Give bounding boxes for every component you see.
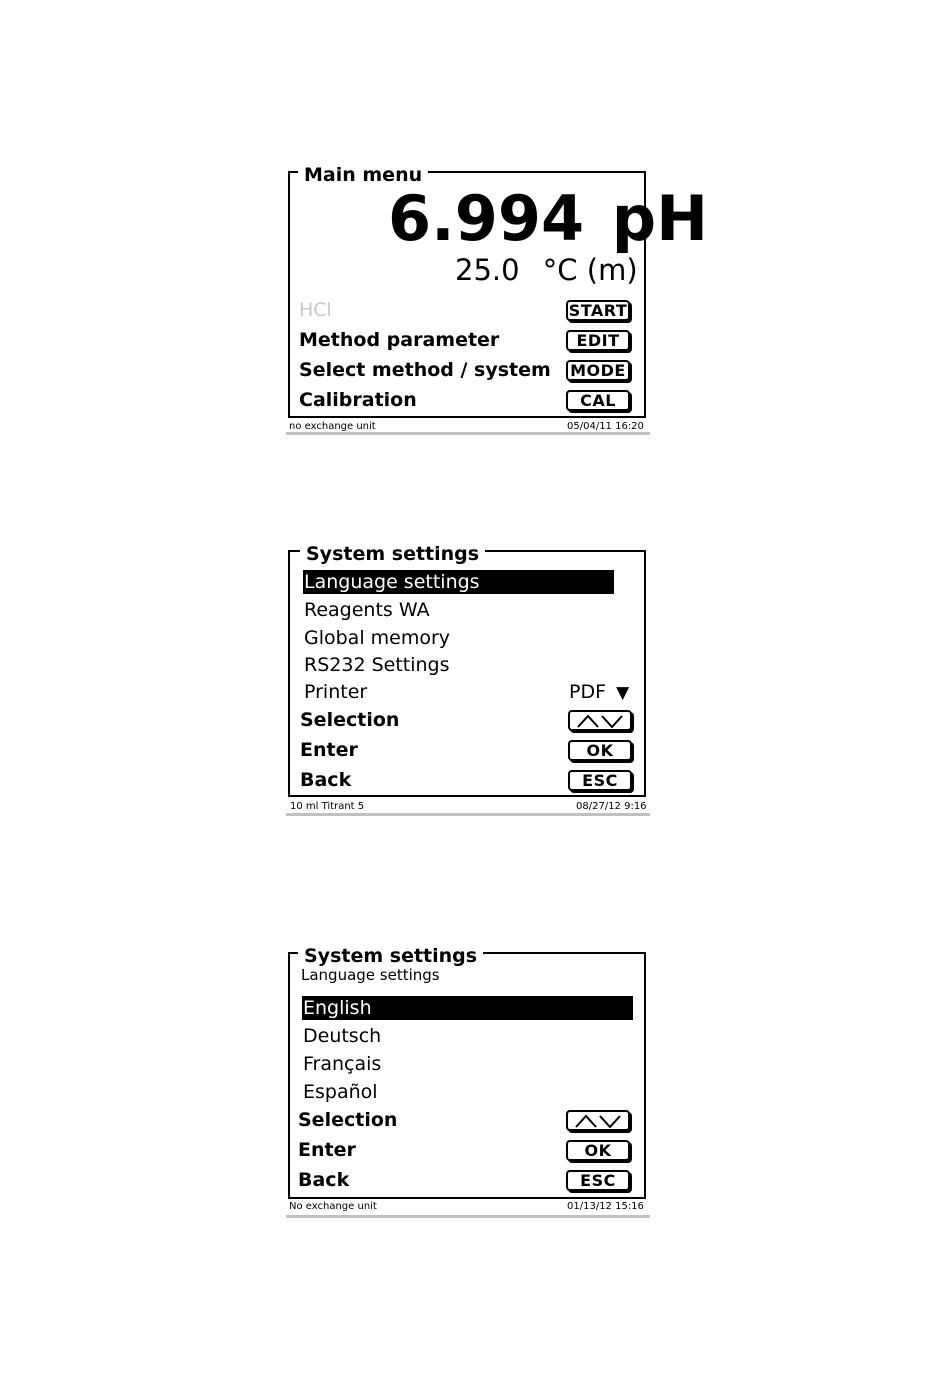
selection-label: Selection (298, 1109, 398, 1131)
printer-value: PDF (569, 681, 607, 703)
method-name-label: HCl (299, 299, 332, 321)
up-down-arrows-button[interactable] (568, 710, 632, 731)
dropdown-arrow-icon: ▼ (616, 683, 630, 703)
menu-item-rs232-settings[interactable]: RS232 Settings (304, 654, 450, 676)
status-left: no exchange unit (289, 421, 376, 432)
language-item-deutsch[interactable]: Deutsch (303, 1025, 382, 1047)
temperature-unit: °C (m) (542, 253, 638, 287)
menu-item-reagents-wa[interactable]: Reagents WA (304, 599, 430, 621)
system-settings-title: System settings (300, 543, 485, 565)
language-item-espanol[interactable]: Español (303, 1081, 378, 1103)
language-item-francais[interactable]: Français (303, 1053, 382, 1075)
language-settings-subtitle: Language settings (301, 966, 440, 984)
enter-label: Enter (300, 739, 358, 761)
status-right: 05/04/11 16:20 (567, 421, 644, 432)
up-down-arrows-icon (572, 1114, 624, 1128)
mode-button[interactable]: MODE (566, 360, 630, 381)
language-item-english[interactable]: English (302, 996, 633, 1020)
menu-item-language-settings[interactable]: Language settings (303, 570, 614, 594)
status-left: 10 ml Titrant 5 (290, 801, 365, 812)
start-button[interactable]: START (566, 300, 630, 321)
ph-unit: pH (611, 182, 708, 255)
calibration-label: Calibration (299, 389, 417, 411)
esc-button[interactable]: ESC (566, 1170, 630, 1191)
back-label: Back (300, 769, 352, 791)
up-down-arrows-button[interactable] (566, 1110, 630, 1131)
select-method-label: Select method / system (299, 359, 551, 381)
status-right: 01/13/12 15:16 (567, 1201, 644, 1212)
status-left: No exchange unit (289, 1201, 377, 1212)
printer-value-dropdown[interactable] (569, 680, 629, 705)
method-parameter-label: Method parameter (299, 329, 500, 351)
ok-button[interactable]: OK (568, 740, 632, 761)
menu-item-printer[interactable]: Printer (304, 681, 368, 703)
language-settings-title: System settings (298, 945, 483, 967)
selection-label: Selection (300, 709, 400, 731)
edit-button[interactable]: EDIT (566, 330, 630, 351)
temperature-value: 25.0 (455, 253, 520, 287)
menu-item-global-memory[interactable]: Global memory (304, 627, 451, 649)
ok-button[interactable]: OK (566, 1140, 630, 1161)
esc-button[interactable]: ESC (568, 770, 632, 791)
temperature-display (455, 253, 638, 287)
up-down-arrows-icon (574, 714, 626, 728)
enter-label: Enter (298, 1139, 356, 1161)
cal-button[interactable]: CAL (566, 390, 630, 411)
main-menu-title: Main menu (298, 164, 428, 186)
back-label: Back (298, 1169, 350, 1191)
ph-value-display (388, 182, 708, 255)
ph-value: 6.994 (388, 182, 585, 255)
status-right: 08/27/12 9:16 (576, 801, 647, 812)
